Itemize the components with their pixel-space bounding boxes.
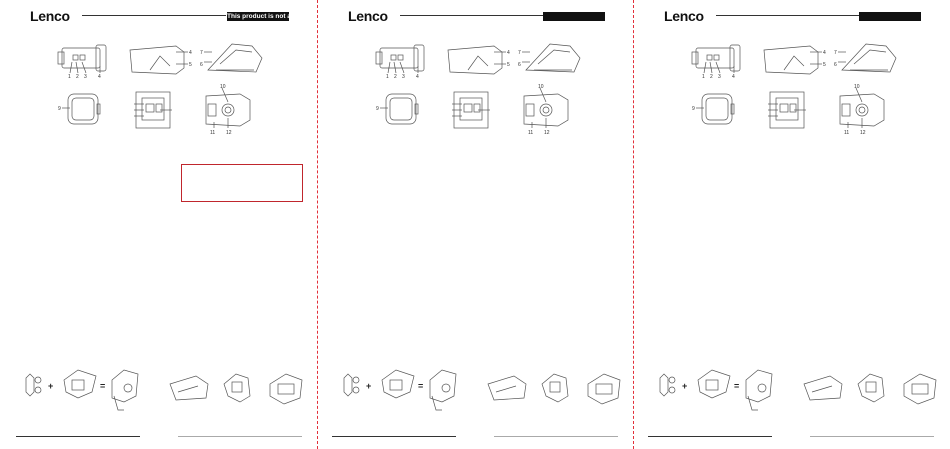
mount-clip-icon [26, 374, 41, 396]
callout-4b: 4 [507, 50, 510, 56]
mount-back-view [134, 92, 172, 128]
mount-clip-icon [344, 374, 359, 396]
housing-accessory-2-icon [542, 374, 568, 402]
camera-top-view [764, 46, 822, 74]
callout-5: 5 [507, 62, 510, 68]
callout-11: 11 [210, 130, 216, 136]
assembled-camera-icon [746, 370, 772, 410]
camera-module-icon [382, 370, 414, 398]
callout-2: 2 [710, 74, 713, 80]
callout-2: 2 [394, 74, 397, 80]
camera-diagrams [0, 0, 316, 449]
camera-top-view [130, 46, 188, 74]
callout-1: 1 [68, 74, 71, 80]
camera-front-view [62, 94, 100, 124]
housing-accessory-1-icon [488, 376, 526, 400]
lenco-logo: Lenco [30, 8, 70, 24]
assembled-camera-icon [430, 370, 456, 410]
camera-module-icon [698, 370, 730, 398]
plus-sign: + [682, 381, 688, 391]
callout-10: 10 [854, 84, 860, 90]
callout-2: 2 [76, 74, 79, 80]
callout-12: 12 [226, 130, 232, 136]
callout-12: 12 [860, 130, 866, 136]
callout-9: 9 [58, 106, 61, 112]
callout-4b: 4 [823, 50, 826, 56]
waterproof-case-view [522, 44, 580, 72]
callout-4: 4 [416, 74, 419, 80]
assembly-operators [366, 381, 423, 391]
callout-3: 3 [718, 74, 721, 80]
callout-9: 9 [692, 106, 695, 112]
equals-sign: = [418, 381, 424, 391]
callout-5: 5 [823, 62, 826, 68]
callout-10: 10 [538, 84, 544, 90]
equals-sign: = [734, 381, 740, 391]
camera-top-view [448, 46, 506, 74]
callout-9: 9 [376, 106, 379, 112]
camera-body-view [206, 88, 250, 128]
camera-side-view [692, 45, 740, 73]
housing-accessory-2-icon [224, 374, 250, 402]
camera-side-view [376, 45, 424, 73]
callout-4: 4 [98, 74, 101, 80]
housing-accessory-1-icon [170, 376, 208, 400]
callout-5: 5 [189, 62, 192, 68]
camera-side-view [58, 45, 106, 73]
equals-sign: = [100, 381, 106, 391]
callout-3: 3 [402, 74, 405, 80]
camera-body-view [840, 88, 884, 128]
lenco-logo: Lenco [348, 8, 388, 24]
housing-accessory-3-icon [904, 374, 936, 404]
callout-6: 6 [834, 62, 837, 68]
manual-panel-2 [318, 0, 634, 449]
callout-3: 3 [84, 74, 87, 80]
lenco-logo: Lenco [664, 8, 704, 24]
callout-6: 6 [518, 62, 521, 68]
assembly-operators [48, 381, 105, 391]
housing-accessory-3-icon [588, 374, 620, 404]
mount-back-view [768, 92, 806, 128]
callout-11: 11 [528, 130, 534, 136]
housing-accessory-1-icon [804, 376, 842, 400]
camera-body-view [524, 88, 568, 128]
assembly-operators [682, 381, 739, 391]
callout-7: 7 [518, 50, 521, 56]
mount-back-view [452, 92, 490, 128]
plus-sign: + [366, 381, 372, 391]
camera-front-view [696, 94, 734, 124]
waterproof-case-view [838, 44, 896, 72]
camera-diagrams [318, 0, 634, 449]
camera-module-icon [64, 370, 96, 398]
callout-4b: 4 [189, 50, 192, 56]
housing-accessory-2-icon [858, 374, 884, 402]
manual-panel-3 [634, 0, 950, 449]
camera-diagrams [634, 0, 950, 449]
callout-10: 10 [220, 84, 226, 90]
camera-front-view [380, 94, 418, 124]
housing-accessory-3-icon [270, 374, 302, 404]
waterproof-case-view [204, 44, 262, 72]
callout-1: 1 [386, 74, 389, 80]
callout-7: 7 [200, 50, 203, 56]
callout-11: 11 [844, 130, 850, 136]
plus-sign: + [48, 381, 54, 391]
callout-7: 7 [834, 50, 837, 56]
assembled-camera-icon [112, 370, 138, 410]
callout-1: 1 [702, 74, 705, 80]
mount-clip-icon [660, 374, 675, 396]
not-a-toy-label: This product is not a toy [227, 13, 303, 20]
callout-4: 4 [732, 74, 735, 80]
callout-6: 6 [200, 62, 203, 68]
manual-panel-1 [0, 0, 316, 449]
callout-12: 12 [544, 130, 550, 136]
